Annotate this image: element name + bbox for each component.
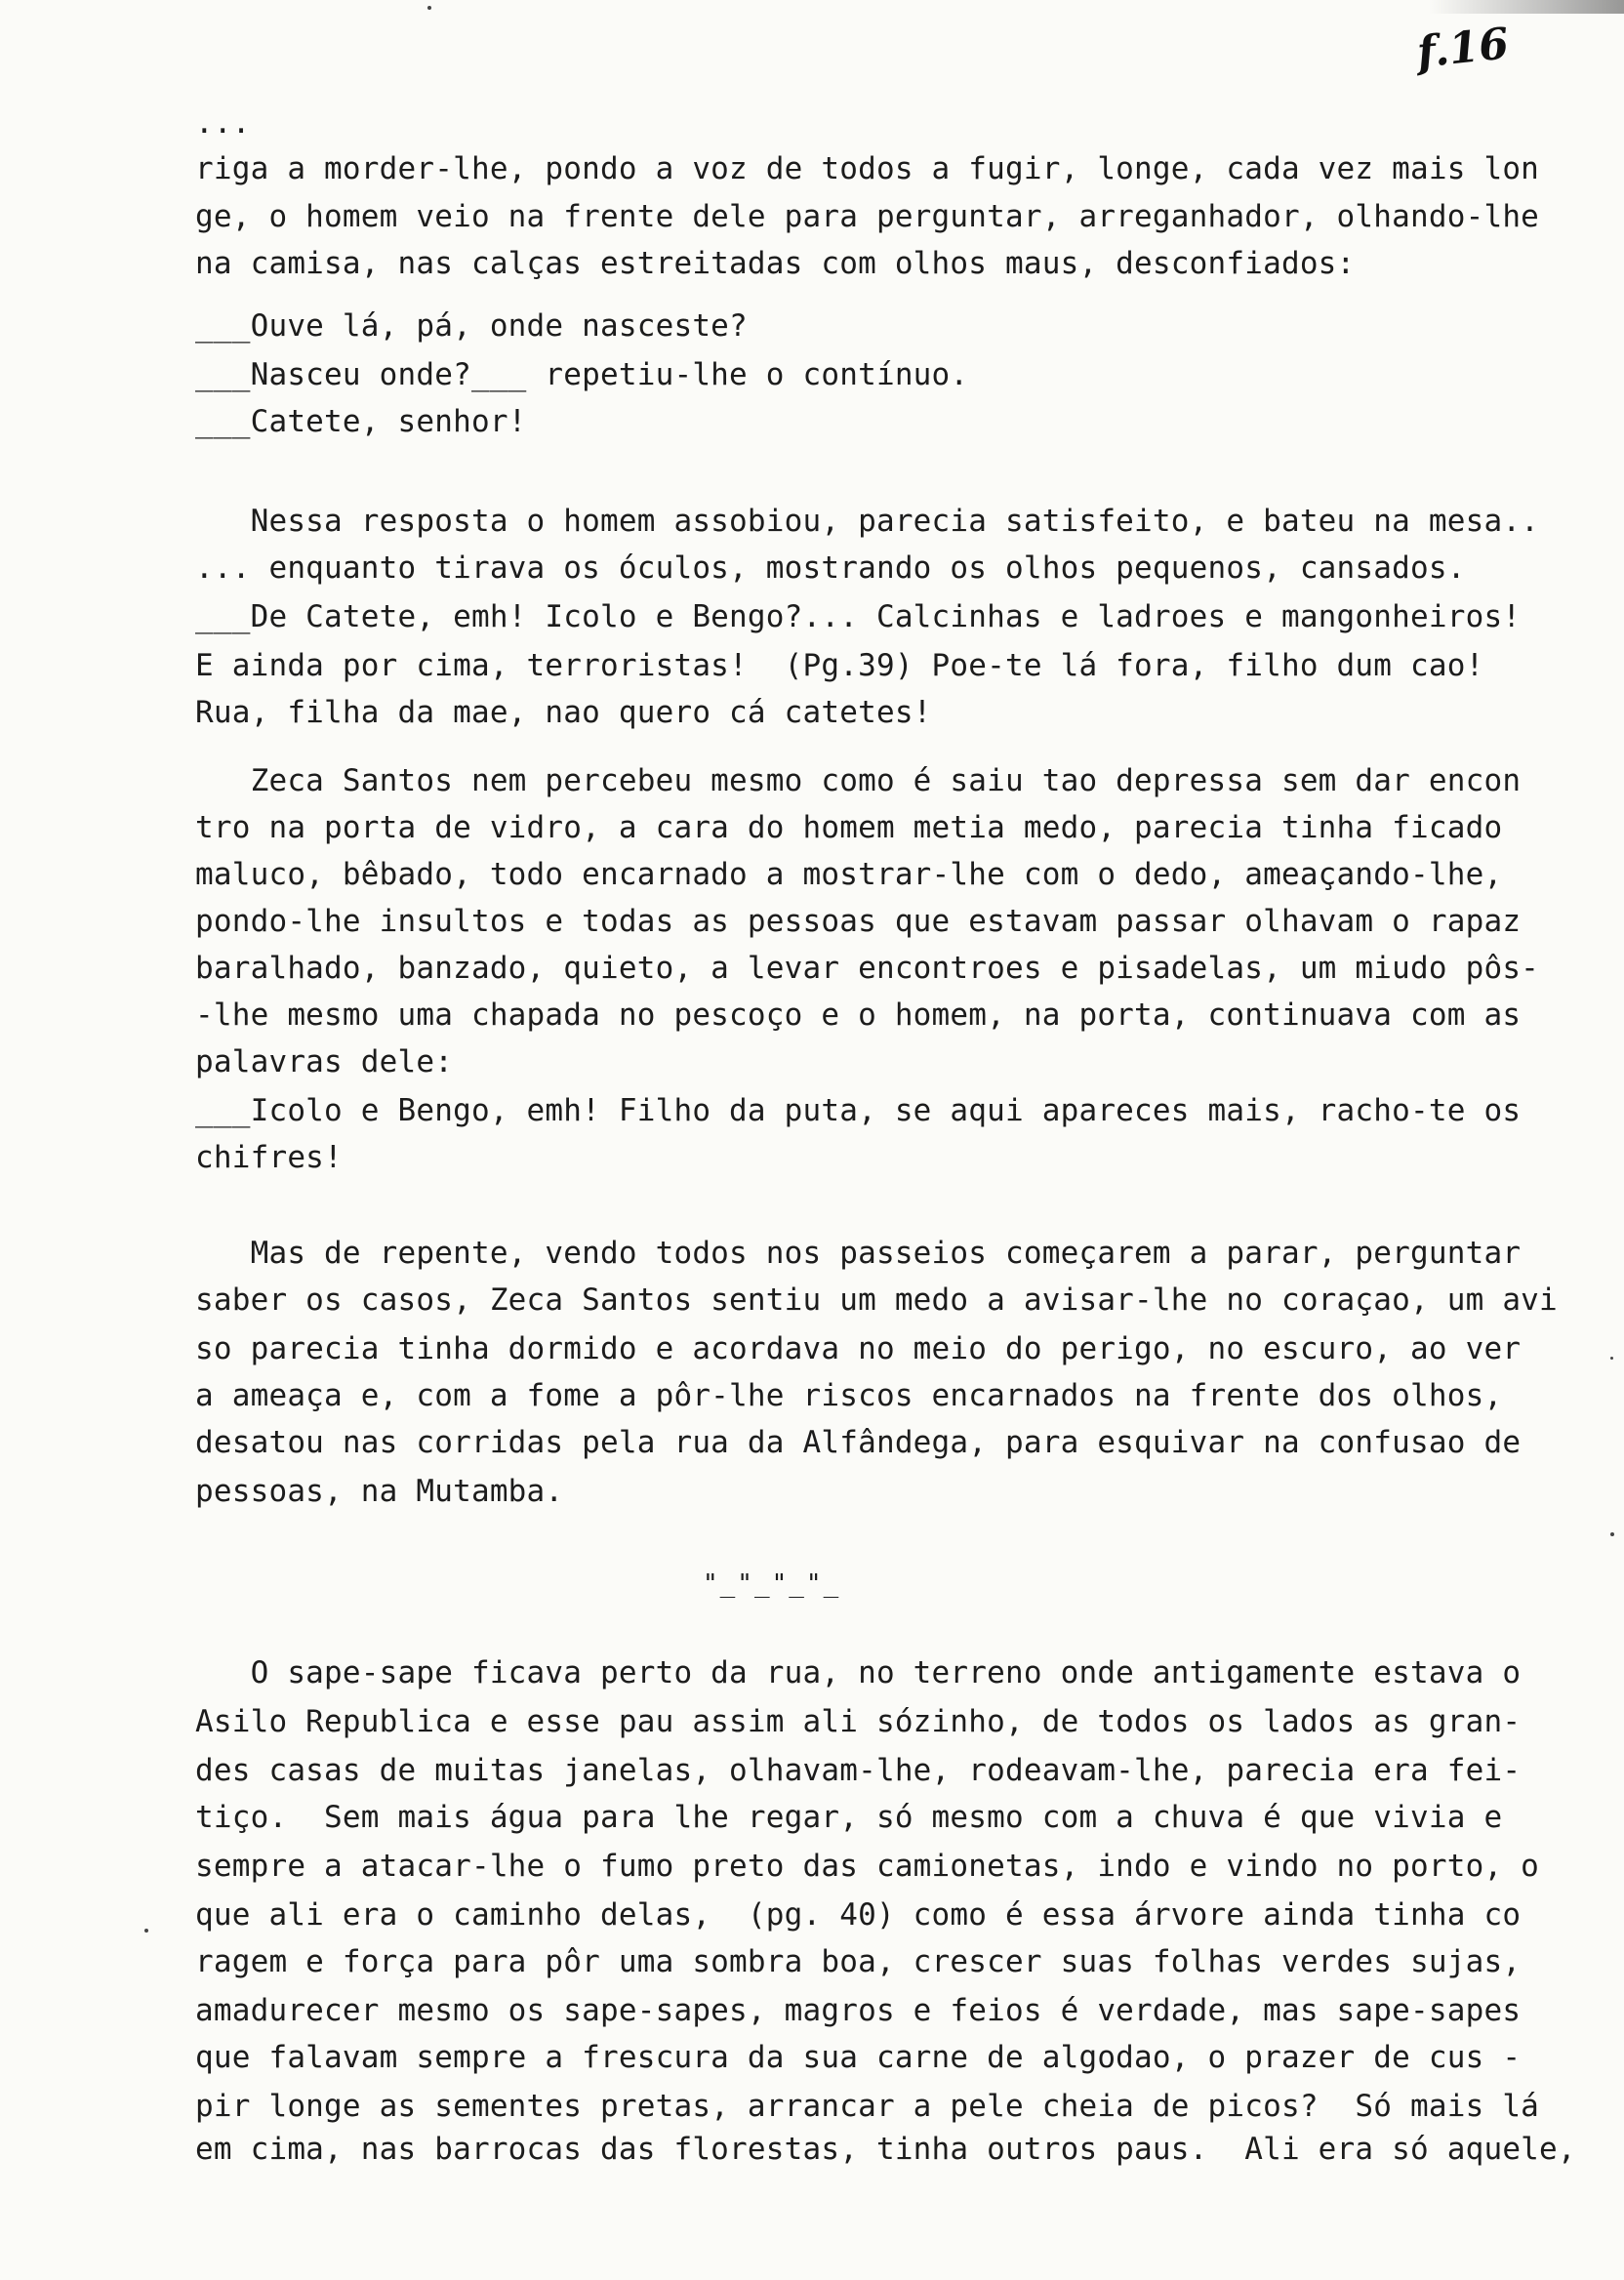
text-line: maluco, bêbado, todo encarnado a mostrar-lhe com o dedo, ameaçando-lhe, xyxy=(195,857,1503,892)
dialogue-line: ___Nasceu onde?___ repetiu-lhe o contínuo. xyxy=(195,357,969,392)
text-line: so parecia tinha dormido e acordava no meio do perigo, no escuro, ao ver xyxy=(195,1331,1522,1366)
section-separator: "_"_"_"_ xyxy=(703,1569,841,1599)
text-line: des casas de muitas janelas, olhavam-lhe, rodeavam-lhe, parecia era fei- xyxy=(195,1753,1522,1788)
text-line: ragem e força para pôr uma sombra boa, crescer suas folhas verdes sujas, xyxy=(195,1944,1522,1979)
text-line: pessoas, na Mutamba. xyxy=(195,1474,564,1509)
scan-speck xyxy=(1610,1532,1614,1536)
text-line: na camisa, nas calças estreitadas com olhos maus, desconfiados: xyxy=(195,246,1356,281)
text-line: que ali era o caminho delas, (pg. 40) como é essa árvore ainda tinha co xyxy=(195,1897,1522,1933)
scan-speck xyxy=(427,6,431,10)
text-line: riga a morder-lhe, pondo a voz de todos a fugir, longe, cada vez mais lon xyxy=(195,151,1540,186)
text-line: ge, o homem veio na frente dele para perguntar, arreganhador, olhando-lhe xyxy=(195,199,1540,234)
text-line: ___De Catete, emh! Icolo e Bengo?... Calcinhas e ladroes e mangonheiros! xyxy=(195,599,1522,634)
text-line: Asilo Republica e esse pau assim ali sózinho, de todos os lados as gran- xyxy=(195,1704,1522,1739)
scan-speck xyxy=(1610,1357,1613,1360)
text-line: Mas de repente, vendo todos nos passeios começarem a parar, perguntar xyxy=(195,1236,1522,1271)
text-line: tiço. Sem mais água para lhe regar, só mesmo com a chuva é que vivia e xyxy=(195,1800,1503,1835)
dialogue-line: ___Ouve lá, pá, onde nasceste? xyxy=(195,308,748,344)
text-line: Zeca Santos nem percebeu mesmo como é saiu tao depressa sem dar encon xyxy=(195,763,1522,798)
text-line: a ameaça e, com a fome a pôr-lhe riscos encarnados na frente dos olhos, xyxy=(195,1378,1503,1413)
text-line: -lhe mesmo uma chapada no pescoço e o homem, na porta, continuava com as xyxy=(195,998,1522,1033)
text-line: amadurecer mesmo os sape-sapes, magros e feios é verdade, mas sape-sapes xyxy=(195,1993,1522,2028)
text-line: O sape-sape ficava perto da rua, no terreno onde antigamente estava o xyxy=(195,1655,1522,1690)
text-line: chifres! xyxy=(195,1140,343,1175)
folio-number: f.16 xyxy=(1414,19,1512,78)
text-line: ... enquanto tirava os óculos, mostrando os olhos pequenos, cansados. xyxy=(195,550,1466,586)
dialogue-line: ___Icolo e Bengo, emh! Filho da puta, se aqui apareces mais, racho-te os xyxy=(195,1093,1522,1128)
text-line: baralhado, banzado, quieto, a levar encontroes e pisadelas, um miudo pôs- xyxy=(195,951,1540,986)
scan-speck xyxy=(144,1929,148,1933)
text-line: pir longe as sementes pretas, arrancar a pele cheia de picos? Só mais lá xyxy=(195,2089,1540,2124)
scan-edge-mark xyxy=(1429,0,1624,14)
dialogue-line: ___Catete, senhor! xyxy=(195,404,527,439)
text-line: que falavam sempre a frescura da sua carne de algodao, o prazer de cus - xyxy=(195,2040,1522,2075)
text-line: palavras dele: xyxy=(195,1044,454,1079)
text-line: E ainda por cima, terroristas! (Pg.39) Poe-te lá fora, filho dum cao! xyxy=(195,648,1484,683)
text-line: ... xyxy=(195,105,251,141)
text-line: saber os casos, Zeca Santos sentiu um medo a avisar-lhe no coraçao, um avi xyxy=(195,1282,1558,1318)
text-line: pondo-lhe insultos e todas as pessoas que estavam passar olhavam o rapaz xyxy=(195,904,1522,939)
text-line: Nessa resposta o homem assobiou, parecia satisfeito, e bateu na mesa.. xyxy=(195,504,1540,539)
text-line: desatou nas corridas pela rua da Alfândega, para esquivar na confusao de xyxy=(195,1425,1522,1460)
text-line: tro na porta de vidro, a cara do homem metia medo, parecia tinha ficado xyxy=(195,810,1503,845)
text-line: em cima, nas barrocas das florestas, tinha outros paus. Ali era só aquele, xyxy=(195,2132,1576,2167)
text-line: sempre a atacar-lhe o fumo preto das camionetas, indo e vindo no porto, o xyxy=(195,1849,1540,1884)
text-line: Rua, filha da mae, nao quero cá catetes! xyxy=(195,695,932,730)
